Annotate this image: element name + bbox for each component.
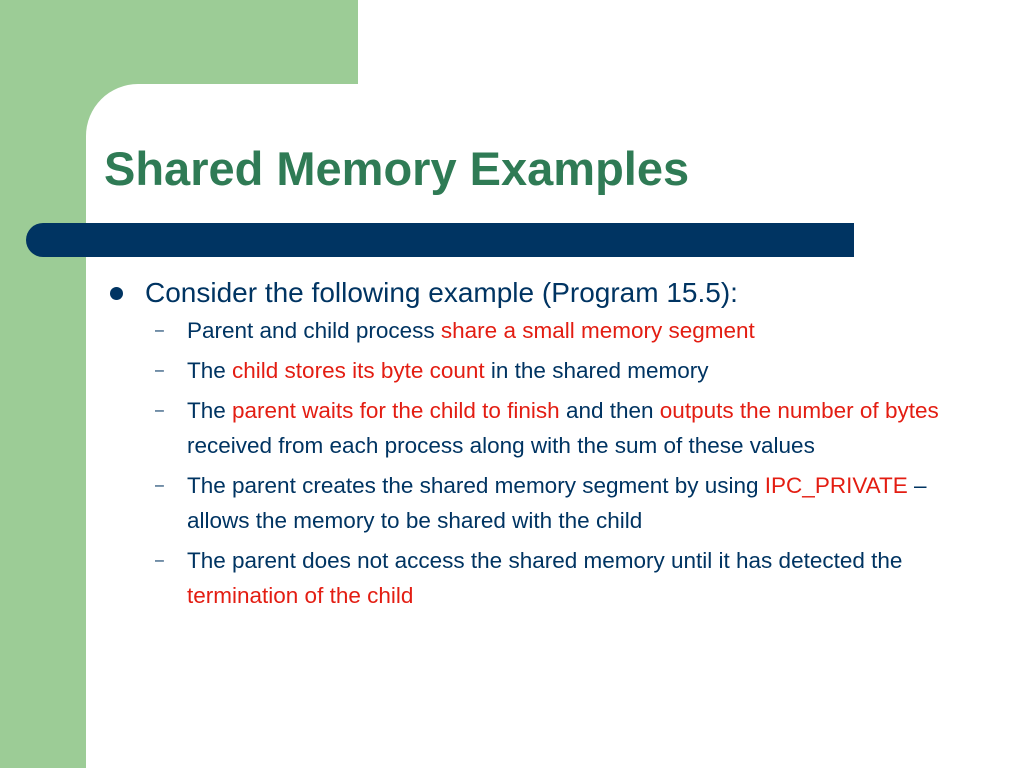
bullet-list	[108, 273, 958, 613]
sub-bullet-text: – allows the memory to be shared with the child	[187, 473, 927, 533]
dash-bullet-icon: –	[155, 402, 164, 419]
title-underline-bar	[26, 223, 854, 257]
highlighted-phrase: child stores its byte count	[232, 358, 485, 383]
dash-bullet-icon: –	[155, 362, 164, 379]
highlighted-phrase: share a small memory segment	[440, 318, 755, 343]
top-white-area	[358, 0, 1024, 84]
sub-bullet-text: and then	[559, 398, 660, 423]
sub-bullet-text: received from each process along with the sum of these values	[187, 433, 815, 458]
highlighted-phrase: outputs the number of bytes	[659, 398, 939, 423]
sub-bullet-text: The parent creates the shared memory segment by using	[187, 473, 765, 498]
bullet-dot-icon	[110, 287, 123, 300]
main-bullet-text: Consider the following example (Program 15.5):	[145, 277, 738, 308]
sub-bullet-list	[145, 313, 958, 613]
sub-bullet-text: The	[187, 398, 233, 423]
sub-bullet-text: The	[187, 358, 233, 383]
sub-bullet-text: The parent does not access the shared memory until it has detected the	[187, 548, 903, 573]
highlighted-phrase: parent waits for the child to finish	[232, 398, 560, 423]
dash-bullet-icon: –	[155, 322, 164, 339]
sub-bullet-item	[155, 468, 947, 538]
sub-bullet-item	[155, 353, 947, 388]
sub-bullet-text: in the shared memory	[484, 358, 709, 383]
main-bullet-item	[108, 273, 958, 613]
dash-bullet-icon: –	[155, 477, 164, 494]
sub-bullet-item	[155, 313, 947, 348]
highlighted-phrase: IPC_PRIVATE	[764, 473, 908, 498]
sub-bullet-text: Parent and child process	[187, 318, 441, 343]
highlighted-phrase: termination of the child	[187, 583, 414, 608]
dash-bullet-icon: –	[155, 552, 164, 569]
sub-bullet-item	[155, 543, 947, 613]
slide-title: Shared Memory Examples	[104, 142, 690, 195]
sub-bullet-item	[155, 393, 947, 463]
